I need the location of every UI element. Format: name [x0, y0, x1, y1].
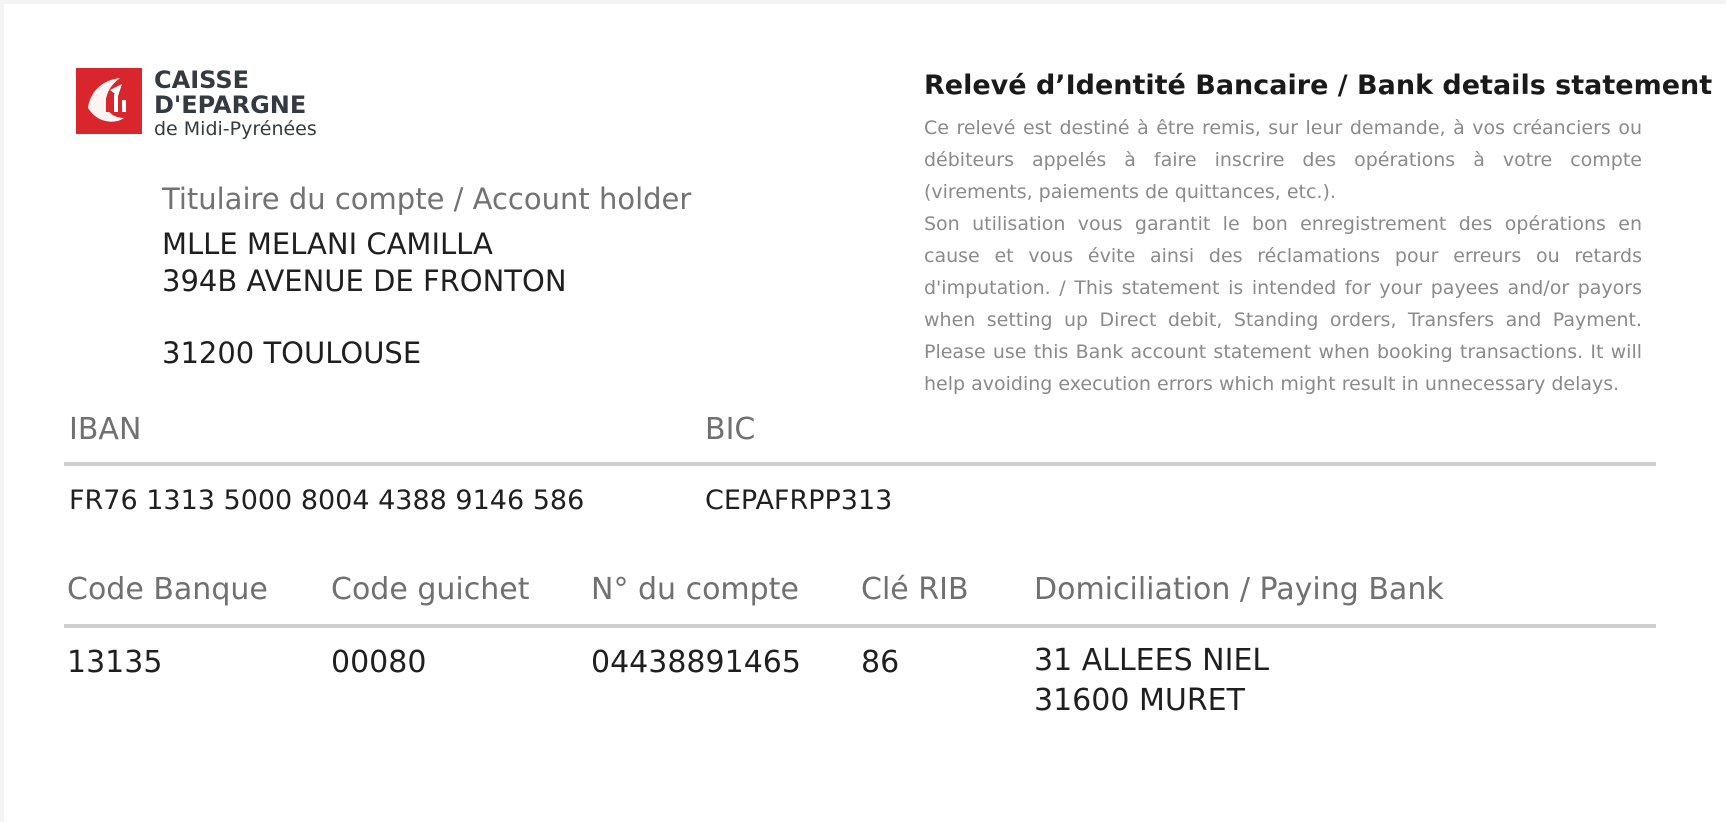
account-holder-block: [162, 226, 567, 300]
bank-logo: [76, 68, 317, 139]
header-paying-bank: Domiciliation / Paying Bank: [1034, 572, 1444, 607]
details-divider: [64, 624, 1656, 628]
logo-line-3: de Midi-Pyrénées: [154, 118, 317, 140]
iban-value: FR76 1313 5000 8004 4388 9146 586: [69, 485, 585, 516]
paying-bank-city: 31600 MURET: [1034, 683, 1245, 718]
iban-label: IBAN: [69, 412, 142, 447]
code-guichet-value: 00080: [331, 645, 427, 680]
iban-divider: [64, 462, 1656, 466]
header-code-banque: Code Banque: [67, 572, 268, 607]
account-holder-city: 31200 TOULOUSE: [162, 336, 422, 370]
rib-document: [4, 4, 1726, 822]
statement-title: Relevé d’Identité Bancaire / Bank details statement: [924, 70, 1713, 101]
paying-bank-value: [1034, 641, 1269, 721]
bic-value: CEPAFRPP313: [705, 485, 893, 516]
account-holder-address: 394B AVENUE DE FRONTON: [162, 264, 567, 298]
statement-description: [924, 112, 1642, 400]
bic-label: BIC: [705, 412, 756, 447]
numero-compte-value: 04438891465: [591, 645, 801, 680]
account-holder-label: Titulaire du compte / Account holder: [162, 182, 692, 216]
logo-line-2: D'EPARGNE: [154, 91, 307, 119]
header-code-guichet: Code guichet: [331, 572, 530, 607]
header-cle-rib: Clé RIB: [861, 572, 969, 607]
code-banque-value: 13135: [67, 645, 163, 680]
logo-line-1: CAISSE: [154, 66, 250, 94]
caisse-epargne-squirrel-icon: [76, 68, 142, 134]
cle-rib-value: 86: [861, 645, 900, 680]
header-numero-compte: N° du compte: [591, 572, 799, 607]
paying-bank-address: 31 ALLEES NIEL: [1034, 643, 1270, 678]
statement-description-en: Son utilisation vous garantit le bon enregistrement des opérations en cause et vous évite ainsi des réclamations pour erreurs ou retards d'imputation. / This statement is intended for your payees and/or payors when setting up Direct debit, Standing orders, Transfers and Payment. Please use this Bank account statement when booking transactions. It will help avoiding execution errors which might result in unnecessary delays.: [924, 213, 1642, 395]
account-holder-name: MLLE MELANI CAMILLA: [162, 227, 493, 261]
statement-description-fr: Ce relevé est destiné à être remis, sur leur demande, à vos créanciers ou débiteurs appelés à faire inscrire des opérations à votre compte (virements, paiements de quittances, etc.).: [924, 117, 1642, 203]
